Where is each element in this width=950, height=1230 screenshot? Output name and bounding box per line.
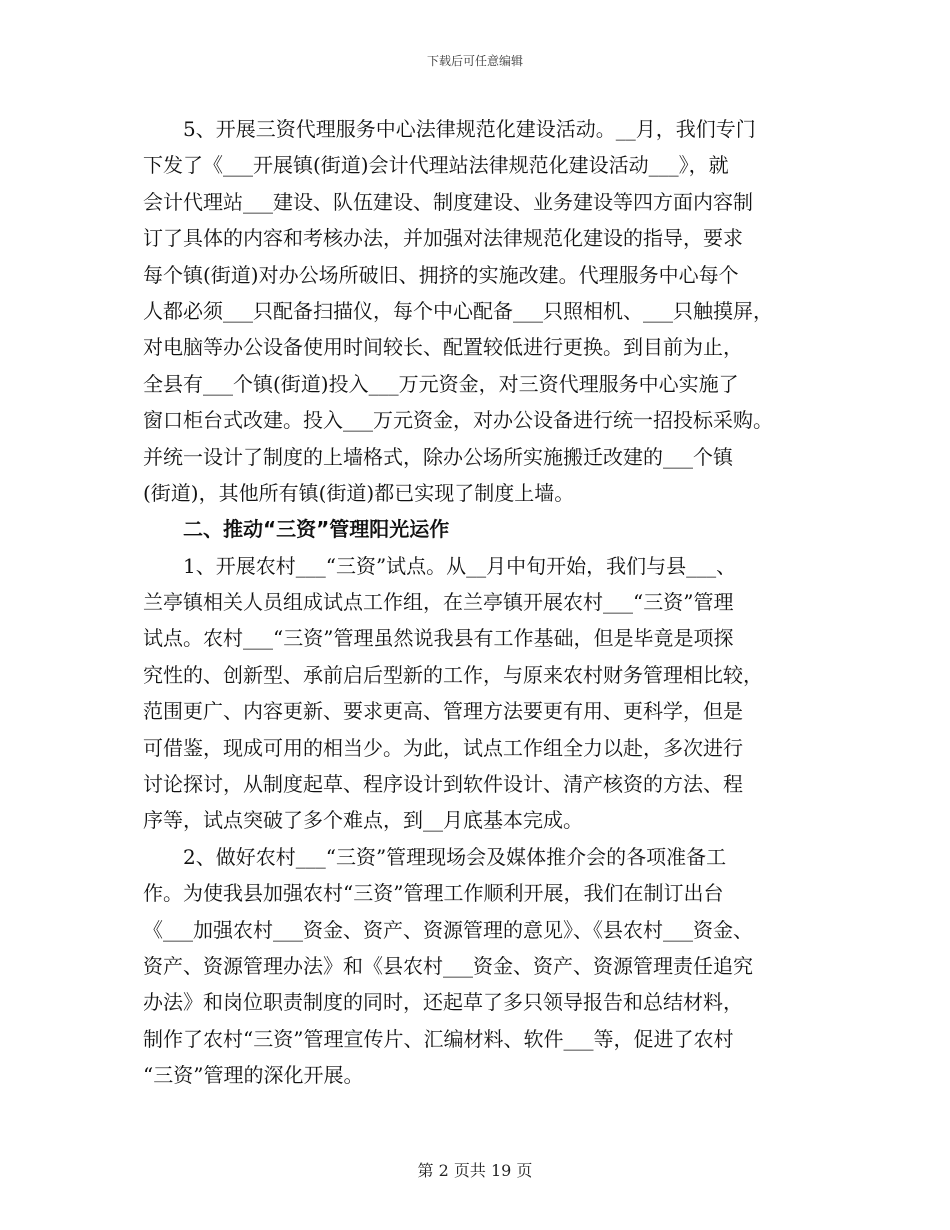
paragraph-line: 下发了《___开展镇(街道)会计代理站法律规范化建设活动___》，就: [143, 153, 729, 178]
section-heading: 二、推动“三资”管理阳光运作: [183, 517, 450, 542]
page-header: 下载后可任意编辑: [426, 54, 523, 68]
paragraph-line: 并统一设计了制度的上墙格式，除办公场所实施搬迁改建的___个镇: [143, 444, 733, 469]
page-footer: 第 2 页共 19 页: [417, 1161, 533, 1180]
paragraph-line: 1、开展农村___“三资”试点。从__月中旬开始，我们与县___、: [183, 553, 737, 578]
paragraph-line: 制作了农村“三资”管理宣传片、汇编材料、软件___等，促进了农村: [143, 1026, 734, 1051]
paragraph-line: “三资”管理的深化开展。: [143, 1063, 364, 1088]
paragraph-line: 资产、资源管理办法》和《县农村___资金、资产、资源管理责任追究: [143, 953, 753, 978]
paragraph-line: 兰亭镇相关人员组成试点工作组，在兰亭镇开展农村___“三资”管理: [143, 590, 734, 615]
paragraph-line: 人都必须___只配备扫描仪，每个中心配备___只照相机、___只触摸屏，: [143, 298, 773, 323]
paragraph-line: 订了具体的内容和考核办法，并加强对法律规范化建设的指导，要求: [143, 226, 743, 251]
paragraph-line: 序等，试点突破了多个难点，到__月底基本完成。: [143, 808, 583, 833]
paragraph-line: 范围更广、内容更新、要求更高、管理方法要更有用、更科学，但是: [143, 699, 743, 724]
document-body: [143, 111, 823, 1094]
paragraph-line: 可借鉴，现成可用的相当少。为此，试点工作组全力以赴，多次进行: [143, 735, 743, 760]
paragraph-line: 试点。农村___“三资”管理虽然说我县有工作基础，但是毕竟是项探: [143, 626, 734, 651]
paragraph-line: 全县有___个镇(街道)投入___万元资金，对三资代理服务中心实施了: [143, 371, 739, 396]
paragraph-line: 2、做好农村___“三资”管理现场会及媒体推介会的各项准备工: [183, 844, 727, 869]
paragraph-line: (街道)，其他所有镇(街道)都已实现了制度上墙。: [143, 480, 575, 505]
paragraph-line: 《___加强农村___资金、资产、资源管理的意见》、《县农村___资金、: [143, 917, 753, 942]
paragraph-line: 5、开展三资代理服务中心法律规范化建设活动。__月，我们专门: [183, 117, 756, 141]
paragraph-line: 究性的、创新型、承前启后型新的工作，与原来农村财务管理相比较，: [143, 662, 763, 687]
paragraph-line: 讨论探讨，从制度起草、程序设计到软件设计、清产核资的方法、程: [143, 772, 743, 797]
paragraph-line: 办法》和岗位职责制度的同时，还起草了多只领导报告和总结材料，: [143, 990, 743, 1015]
paragraph-line: 每个镇(街道)对办公场所破旧、拥挤的实施改建。代理服务中心每个: [143, 262, 739, 287]
paragraph-line: 作。为使我县加强农村“三资”管理工作顺利开展，我们在制订出台: [143, 881, 724, 906]
paragraph-line: 窗口柜台式改建。投入___万元资金，对办公设备进行统一招投标采购。: [143, 408, 773, 433]
paragraph-line: 对电脑等办公设备使用时间较长、配置较低进行更换。到目前为止，: [143, 335, 743, 360]
paragraph-line: 会计代理站___建设、队伍建设、制度建设、业务建设等四方面内容制: [143, 189, 753, 214]
